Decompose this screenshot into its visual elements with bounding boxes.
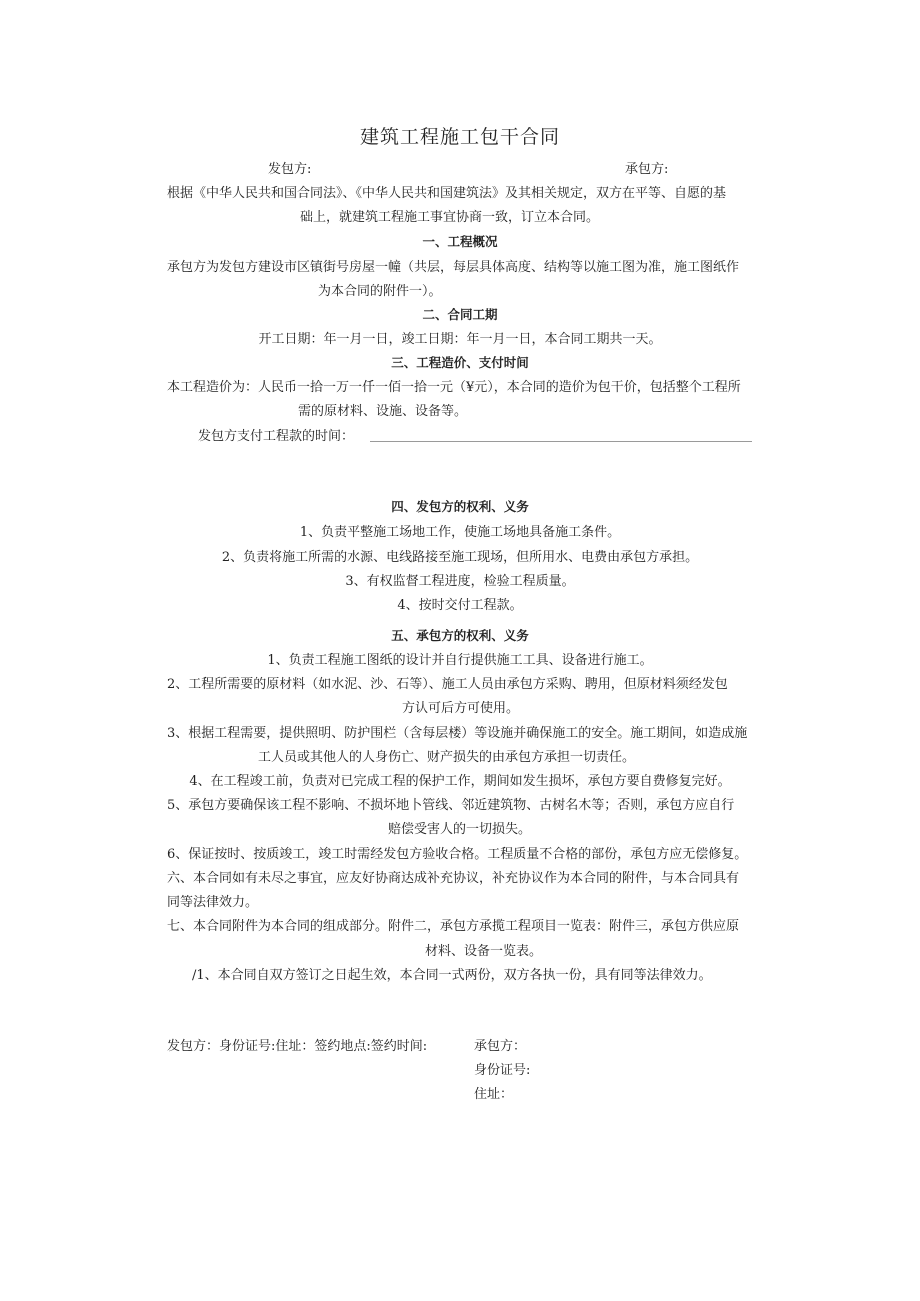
payment-time-blank bbox=[370, 441, 752, 442]
section4-item-1: 1、负责平整施工场地工作，使施工场地具备施工条件。 bbox=[299, 525, 621, 540]
contractor-signature-label: 承包方： bbox=[474, 1039, 527, 1054]
section5-item-6: 6、保证按时、按质竣工，竣工时需经发包方验收合格。工程质量不合格的部份，承包方应无偿修复。 bbox=[167, 847, 748, 862]
section5-item-2-line-1: 2、工程所需要的原材料（如水泥、沙、石等）、施工人员由承包方采购、聘用，但原材料须经发包 bbox=[167, 677, 728, 692]
payment-time-label: 发包方支付工程款的时间： bbox=[198, 429, 355, 444]
document-title: 建筑工程施工包干合同 bbox=[359, 126, 560, 148]
section4-item-2: 2、负责将施工所需的水源、电线路接至施工现场，但所用水、电费由承包方承担。 bbox=[221, 550, 699, 565]
section5-item-3-line-2: 工人员或其他人的人身伤亡、财产损失的由承包方承担一切责任。 bbox=[258, 750, 636, 765]
section4-heading: 四、发包方的权利、义务 bbox=[391, 499, 529, 514]
section7-line-1: 七、本合同附件为本合同的组成部分。附件二，承包方承揽工程项目一览表：附件三，承包方供应原 bbox=[167, 919, 740, 934]
section2-line: 开工日期：年一月一日，竣工日期：年一月一日，本合同工期共一天。 bbox=[258, 332, 662, 347]
section5-item-1: 1、负责工程施工图纸的设计并自行提供施工工具、设备进行施工。 bbox=[267, 653, 653, 668]
section4-item-4: 4、按时交付工程款。 bbox=[397, 598, 523, 613]
section5-item-4: 4、在工程竣工前，负责对已完成工程的保护工作，期间如发生损坏，承包方要自费修复完好。 bbox=[189, 774, 731, 789]
section1-line-2: 为本合同的附件一）。 bbox=[318, 284, 442, 299]
section3-line-1: 本工程造价为：人民币一拾一万一仟一佰一拾一元（¥元），本合同的造价为包干价，包括整个工程所 bbox=[167, 380, 741, 395]
section5-item-2-line-2: 方认可后方可使用。 bbox=[402, 701, 520, 716]
section5-item-3-line-1: 3、根据工程需要，提供照明、防护围栏（含每层楼）等设施并确保施工的安全。施工期间，如造成施 bbox=[167, 726, 748, 741]
section5-item-5-line-2: 赔偿受害人的一切损失。 bbox=[388, 822, 532, 837]
contractor-address-label: 住址： bbox=[474, 1087, 514, 1102]
section4-item-3: 3、有权监督工程进度，检验工程质量。 bbox=[345, 574, 575, 589]
employer-signature-block: 发包方：身份证号:住址：签约地点:签约时间: bbox=[167, 1039, 428, 1054]
section5-heading: 五、承包方的权利、义务 bbox=[391, 628, 529, 643]
preamble-line-2: 础上，就建筑工程施工事宜协商一致，订立本合同。 bbox=[300, 210, 600, 225]
contractor-id-label: 身份证号: bbox=[474, 1063, 531, 1078]
section1-line-1: 承包方为发包方建设市区镇街号房屋一幢（共层，每层具体高度、结构等以施工图为准，施工图纸作 bbox=[167, 260, 740, 275]
section7-line-2: 材料、设备一览表。 bbox=[425, 944, 543, 959]
section6-line-2: 同等法律效力。 bbox=[167, 895, 259, 910]
preamble-line-1: 根据《中华人民共和国合同法》、《中华人民共和国建筑法》及其相关规定，双方在平等、自愿的基 bbox=[167, 186, 727, 201]
section2-heading: 二、合同工期 bbox=[422, 307, 498, 322]
section6-line-1: 六、本合同如有未尽之事宜，应友好协商达成补充协议，补充协议作为本合同的附件，与本合同具有 bbox=[167, 871, 740, 886]
employer-label: 发包方: bbox=[268, 162, 312, 177]
section3-heading: 三、工程造价、支付时间 bbox=[391, 355, 529, 370]
section3-line-2: 需的原材料、设施、设备等。 bbox=[298, 404, 468, 419]
section8-line: /1、本合同自双方签订之日起生效，本合同一式两份，双方各执一份，具有同等法律效力。 bbox=[192, 968, 712, 983]
section5-item-5-line-1: 5、承包方要确保该工程不影响、不损坏地卜管线、邻近建筑物、古树名木等；否则，承包方应自行 bbox=[167, 798, 735, 813]
contractor-label: 承包方: bbox=[625, 162, 669, 177]
section1-heading: 一、工程概况 bbox=[422, 234, 498, 249]
